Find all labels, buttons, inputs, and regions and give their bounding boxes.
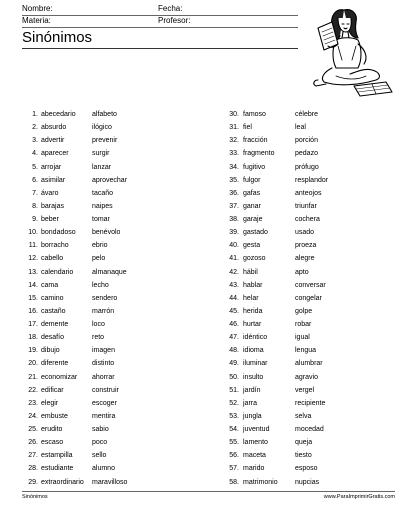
synonym-pair-row — [219, 462, 409, 475]
word: dibujo — [41, 347, 60, 355]
item-number: 42. — [229, 268, 239, 276]
item-number: 40. — [229, 242, 239, 250]
synonym: mentira — [92, 412, 116, 420]
synonym-pair-row — [18, 161, 208, 174]
word: jarra — [243, 399, 258, 407]
synonym: reto — [92, 334, 105, 342]
synonym: alfabeto — [92, 111, 117, 118]
item-number: 47. — [229, 334, 239, 342]
item-number: 37. — [229, 202, 239, 210]
word: gastado — [243, 229, 268, 237]
word: helar — [243, 294, 259, 302]
word: gozoso — [243, 255, 266, 263]
word: lamento — [243, 439, 268, 447]
synonym: proeza — [295, 242, 317, 250]
synonym-pair-row — [219, 134, 409, 147]
name-date-row — [22, 4, 298, 16]
word: cama — [41, 281, 59, 289]
synonym: congelar — [295, 294, 322, 302]
synonym: tacaño — [92, 189, 114, 197]
synonym-pair-row — [18, 423, 208, 436]
synonym: poco — [92, 439, 108, 447]
word: fragmento — [243, 150, 275, 158]
item-number: 10. — [28, 229, 38, 237]
synonym: sabio — [92, 426, 109, 433]
synonym-pair-row — [18, 108, 208, 121]
item-number: 31. — [229, 124, 239, 132]
synonym: prófugo — [295, 163, 319, 171]
synonym: célebre — [295, 111, 318, 118]
synonym: ilógico — [92, 124, 112, 132]
synonym: alegre — [295, 255, 315, 263]
item-number: 46. — [229, 321, 239, 328]
item-number: 25. — [28, 426, 38, 433]
item-number: 51. — [229, 386, 239, 394]
subject-label: Materia: — [22, 16, 51, 25]
item-number: 18. — [28, 334, 38, 342]
word: maceta — [243, 452, 266, 460]
synonym: escoger — [92, 399, 117, 407]
footer-title: Sinónimos — [22, 494, 48, 500]
student-reading-icon — [306, 2, 398, 102]
word: beber — [41, 216, 59, 223]
subject-teacher-row — [22, 16, 298, 28]
item-number: 57. — [229, 465, 239, 473]
synonym-pair-row — [18, 187, 208, 200]
item-number: 21. — [28, 373, 38, 381]
item-number: 1. — [32, 111, 38, 118]
synonym-pair-row — [219, 239, 409, 252]
synonym-pair-row — [219, 266, 409, 279]
synonym: recipiente — [295, 399, 326, 407]
synonym: construir — [92, 386, 119, 394]
item-number: 26. — [28, 439, 38, 447]
word: barajas — [41, 202, 64, 210]
synonym-pair-row — [18, 331, 208, 344]
word: jungla — [243, 412, 262, 420]
synonym-pair-row — [18, 200, 208, 213]
word: jardín — [243, 386, 261, 394]
item-number: 32. — [229, 137, 239, 145]
word: arrojar — [41, 163, 62, 171]
synonym-pair-row — [18, 371, 208, 384]
word: embuste — [41, 412, 68, 420]
word: aparecer — [41, 150, 69, 158]
word: borracho — [41, 242, 69, 250]
synonym-pair-row — [18, 134, 208, 147]
synonym-pair-row — [18, 397, 208, 410]
word: herida — [243, 307, 263, 315]
synonym: agravio — [295, 373, 318, 381]
word: calendario — [41, 268, 74, 276]
synonym: sendero — [92, 294, 118, 302]
item-number: 2. — [32, 124, 38, 132]
synonym: tiesto — [295, 452, 312, 460]
item-number: 35. — [229, 176, 239, 184]
word: idioma — [243, 347, 264, 355]
item-number: 13. — [28, 268, 38, 276]
synonym-pair-row — [219, 226, 409, 239]
item-number: 12. — [28, 255, 38, 263]
synonym: queja — [295, 439, 313, 447]
synonym-pair-row — [219, 174, 409, 187]
item-number: 16. — [28, 307, 38, 315]
item-number: 20. — [28, 360, 38, 368]
synonym-pair-row — [219, 449, 409, 462]
word: fulgor — [243, 176, 261, 184]
synonym-pair-row — [219, 292, 409, 305]
item-number: 38. — [229, 216, 239, 223]
synonym-pair-row — [219, 108, 409, 121]
synonym-pair-row — [219, 252, 409, 265]
synonym: ebrio — [92, 242, 108, 250]
synonym-pair-row — [18, 279, 208, 292]
synonym-pair-row — [18, 305, 208, 318]
synonym: prevenir — [92, 137, 118, 145]
synonym: lecho — [92, 281, 109, 289]
word: hábil — [243, 268, 258, 276]
synonym: aprovechar — [92, 176, 128, 184]
synonym-pair-row — [219, 213, 409, 226]
item-number: 15. — [28, 294, 38, 302]
synonym: imagen — [92, 347, 115, 355]
synonym-pair-row — [219, 279, 409, 292]
item-number: 23. — [28, 399, 38, 407]
item-number: 4. — [32, 150, 38, 158]
item-number: 52. — [229, 399, 239, 407]
word: garaje — [243, 216, 263, 223]
synonym-pair-row — [18, 226, 208, 239]
synonym: robar — [295, 321, 312, 328]
synonym-pair-row — [219, 436, 409, 449]
synonym-pair-row — [18, 252, 208, 265]
synonym: esposo — [295, 465, 318, 473]
synonym-pair-row — [18, 318, 208, 331]
synonym-pair-row — [18, 174, 208, 187]
word: edificar — [41, 386, 64, 394]
word: fracción — [243, 137, 268, 145]
item-number: 6. — [32, 176, 38, 184]
synonym-pair-row — [18, 213, 208, 226]
word: ávaro — [41, 189, 59, 197]
word: abecedario — [41, 111, 76, 118]
item-number: 33. — [229, 150, 239, 158]
synonym: apto — [295, 268, 309, 276]
page-title: Sinónimos — [22, 29, 298, 49]
word: erudito — [41, 426, 63, 433]
synonym: lanzar — [92, 163, 112, 171]
word: gafas — [243, 189, 261, 197]
item-number: 7. — [32, 189, 38, 197]
synonym-pair-row — [219, 410, 409, 423]
item-number: 14. — [28, 281, 38, 289]
synonym: naipes — [92, 202, 113, 210]
word: desafío — [41, 334, 64, 342]
synonym-pair-row — [18, 147, 208, 160]
synonym-pair-row — [219, 476, 409, 489]
synonym-pair-row — [219, 397, 409, 410]
synonym-pair-row — [18, 344, 208, 357]
synonym-pair-row — [219, 384, 409, 397]
word: juventud — [243, 426, 270, 433]
item-number: 28. — [28, 465, 38, 473]
item-number: 58. — [229, 478, 239, 486]
word: escaso — [41, 439, 64, 447]
word: cabello — [41, 255, 64, 263]
item-number: 54. — [229, 426, 239, 433]
word: idéntico — [243, 334, 268, 342]
word: ganar — [243, 202, 261, 210]
item-number: 27. — [28, 452, 38, 460]
synonym-pair-row — [18, 436, 208, 449]
synonym: mocedad — [295, 426, 324, 433]
item-number: 45. — [229, 307, 239, 315]
synonym: anteojos — [295, 189, 322, 197]
synonym-pair-row — [18, 384, 208, 397]
synonym-pair-row — [219, 371, 409, 384]
item-number: 34. — [229, 163, 239, 171]
synonym: marrón — [92, 307, 115, 315]
item-number: 5. — [32, 163, 38, 171]
synonym: tomar — [92, 216, 110, 223]
item-number: 55. — [229, 439, 239, 447]
item-number: 39. — [229, 229, 239, 237]
synonym: cochera — [295, 216, 320, 223]
word: hablar — [243, 281, 263, 289]
synonym: conversar — [295, 281, 326, 289]
teacher-label: Profesor: — [158, 16, 191, 25]
word: elegir — [41, 399, 59, 407]
synonym-pair-row — [18, 292, 208, 305]
word: camino — [41, 294, 64, 302]
synonym: loco — [92, 321, 105, 328]
item-number: 30. — [229, 111, 239, 118]
synonym-pair-row — [18, 239, 208, 252]
synonym-pair-row — [219, 423, 409, 436]
item-number: 56. — [229, 452, 239, 460]
word: absurdo — [41, 124, 67, 132]
item-number: 3. — [32, 137, 38, 145]
synonym: ahorrar — [92, 373, 115, 381]
synonym: porción — [295, 137, 318, 145]
date-label: Fecha: — [158, 4, 183, 13]
synonym-pair-row — [219, 121, 409, 134]
name-label: Nombre: — [22, 4, 53, 13]
synonym: alumno — [92, 465, 115, 473]
synonym: nupcias — [295, 478, 320, 486]
synonym-pair-row — [18, 266, 208, 279]
item-number: 17. — [28, 321, 38, 328]
word: fugitivo — [243, 163, 266, 171]
word: fiel — [243, 124, 252, 132]
synonym: igual — [295, 334, 310, 342]
item-number: 50. — [229, 373, 239, 381]
word: economizar — [41, 373, 78, 381]
word: asimilar — [41, 176, 66, 184]
synonym: pedazo — [295, 150, 318, 158]
word: diferente — [41, 360, 69, 368]
synonym-pair-row — [219, 147, 409, 160]
synonym: benévolo — [92, 229, 121, 237]
word: matrimonio — [243, 478, 278, 486]
synonym: lengua — [295, 347, 317, 355]
synonym: almanaque — [92, 268, 127, 276]
synonym: surgir — [92, 150, 110, 158]
synonyms-column-right — [219, 108, 409, 489]
footer-website: www.ParaImprimirGratis.com — [323, 494, 395, 500]
item-number: 19. — [28, 347, 38, 355]
word: iluminar — [243, 360, 268, 368]
item-number: 29. — [28, 478, 38, 486]
synonym-pair-row — [18, 462, 208, 475]
synonym: resplandor — [295, 176, 329, 184]
word: bondadoso — [41, 229, 76, 237]
item-number: 43. — [229, 281, 239, 289]
page-footer — [22, 491, 395, 503]
synonym: usado — [295, 229, 315, 237]
synonym-pair-row — [18, 410, 208, 423]
word: insulto — [243, 373, 264, 381]
synonym-pair-row — [219, 187, 409, 200]
item-number: 49. — [229, 360, 239, 368]
synonym: golpe — [295, 307, 313, 315]
synonym-pair-row — [219, 344, 409, 357]
synonym-pair-row — [219, 331, 409, 344]
word: estudiante — [41, 465, 74, 473]
synonym: selva — [295, 412, 312, 420]
synonym: maravilloso — [92, 478, 128, 486]
word: extraordinario — [41, 478, 84, 486]
synonym: pelo — [92, 255, 106, 263]
word: castaño — [41, 307, 66, 315]
item-number: 36. — [229, 189, 239, 197]
item-number: 8. — [32, 202, 38, 210]
synonym: alumbrar — [295, 360, 323, 368]
synonyms-column-left — [18, 108, 208, 489]
synonym: sello — [92, 452, 107, 460]
synonym: leal — [295, 124, 306, 132]
synonym-pair-row — [18, 121, 208, 134]
item-number: 48. — [229, 347, 239, 355]
synonym-pair-row — [219, 200, 409, 213]
synonym: vergel — [295, 386, 315, 394]
word: famoso — [243, 111, 266, 118]
synonym-pair-row — [219, 357, 409, 370]
word: gesta — [243, 242, 261, 250]
word: marido — [243, 465, 265, 473]
synonym: distinto — [92, 360, 115, 368]
synonym-pair-row — [18, 357, 208, 370]
word: estampilla — [41, 452, 73, 460]
synonym: triunfar — [295, 202, 317, 210]
word: advertir — [41, 137, 65, 145]
item-number: 41. — [229, 255, 239, 263]
item-number: 44. — [229, 294, 239, 302]
worksheet-header — [22, 4, 298, 49]
item-number: 22. — [28, 386, 38, 394]
word: hurtar — [243, 321, 262, 328]
synonym-pair-row — [18, 476, 208, 489]
item-number: 24. — [28, 412, 38, 420]
item-number: 11. — [28, 242, 38, 250]
synonym-pair-row — [219, 161, 409, 174]
synonym-pair-row — [219, 305, 409, 318]
item-number: 53. — [229, 412, 239, 420]
synonym-pair-row — [219, 318, 409, 331]
word: demente — [41, 321, 69, 328]
synonym-pair-row — [18, 449, 208, 462]
item-number: 9. — [32, 216, 38, 223]
